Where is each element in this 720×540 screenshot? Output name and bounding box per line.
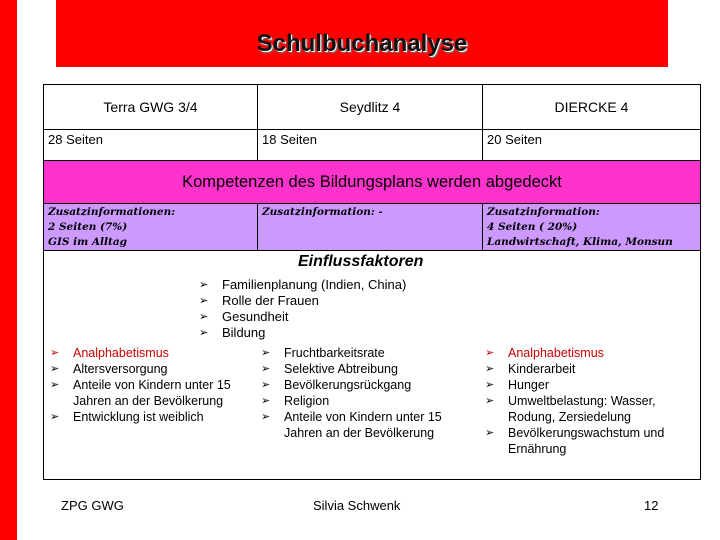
list-item: ➢ Hunger [485,377,700,393]
zusatz-terra-line: Zusatzinformationen: [48,206,176,218]
list-item: ➢ Bildung [199,325,406,341]
pages-diercke: 20 Seiten [483,130,701,161]
book-name-seydlitz: Seydlitz 4 [258,85,483,130]
list-item: ➢ Umweltbelastung: Wasser, Rodung, Zersiedelung [485,393,700,425]
zusatz-terra [44,204,258,251]
list-item: ➢ Altersversorgung [50,361,250,377]
common-factors-list [199,277,406,341]
diercke-factors-list [485,345,700,457]
zusatz-terra-line: 2 Seiten (7%) [48,221,128,233]
zusatz-row [44,204,701,251]
zusatz-diercke-line: Zusatzinformation: [487,206,600,218]
einflussfaktoren-title: Einflussfaktoren [298,253,424,270]
list-item: ➢ Analphabetismus [485,345,700,361]
list-item: ➢ Anteile von Kindern unter 15 Jahren an der Bevölkerung [261,409,476,441]
list-item: ➢ Religion [261,393,476,409]
list-item: ➢ Bevölkerungsrückgang [261,377,476,393]
list-item: ➢ Gesundheit [199,309,406,325]
book-name-diercke: DIERCKE 4 [483,85,701,130]
list-item: ➢ Selektive Abtreibung [261,361,476,377]
list-item: ➢ Kinderarbeit [485,361,700,377]
left-accent-bar [0,0,17,540]
list-item: ➢ Anteile von Kindern unter 15 Jahren an der Bevölkerung [50,377,250,409]
kompetenzen-row [44,161,701,204]
zusatz-diercke [483,204,701,251]
zusatz-seydlitz [258,204,483,251]
einflussfaktoren-row [44,251,701,480]
list-item: ➢ Fruchtbarkeitsrate [261,345,476,361]
kompetenzen-text: Kompetenzen des Bildungsplans werden abgedeckt [44,161,701,204]
book-name-terra: Terra GWG 3/4 [44,85,258,130]
list-item: ➢ Rolle der Frauen [199,293,406,309]
title-banner [56,0,668,67]
einflussfaktoren-cell [44,251,701,480]
zusatz-seydlitz-line: Zusatzinformation: - [262,206,383,218]
slide-title: Schulbuchanalyse [256,30,468,57]
terra-factors-list [50,345,250,425]
analysis-table [43,84,701,480]
seydlitz-factors-list [261,345,476,441]
zusatz-diercke-line: Landwirtschaft, Klima, Monsun [487,236,673,248]
footer-left: ZPG GWG [61,498,124,513]
pages-seydlitz: 18 Seiten [258,130,483,161]
list-item: ➢ Bevölkerungswachstum und Ernährung [485,425,700,457]
zusatz-terra-line: GIS im Alltag [48,236,127,248]
list-item: ➢ Analphabetismus [50,345,250,361]
pages-row [44,130,701,161]
pages-terra: 28 Seiten [44,130,258,161]
page-number: 12 [644,498,659,513]
list-item: ➢ Entwicklung ist weiblich [50,409,250,425]
book-header-row [44,85,701,130]
list-item: ➢ Familienplanung (Indien, China) [199,277,406,293]
zusatz-diercke-line: 4 Seiten ( 20%) [487,221,578,233]
footer-author: Silvia Schwenk [313,498,401,513]
